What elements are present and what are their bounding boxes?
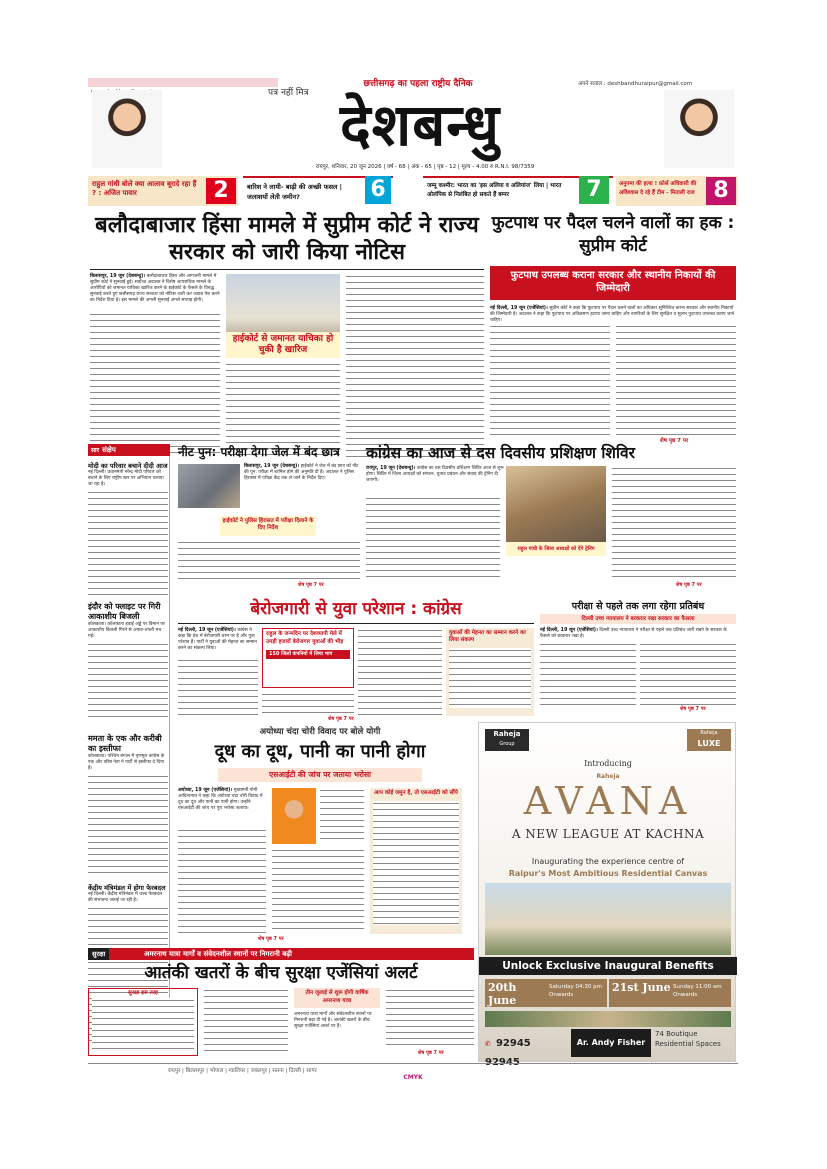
yogi-text-col-2	[272, 848, 364, 934]
jobs-quote-text	[449, 648, 531, 708]
ad-date-1	[485, 979, 607, 1007]
cmyk-mark: CMYK	[403, 1074, 423, 1081]
ad-phone[interactable]	[485, 1031, 567, 1068]
ad-residences-box	[655, 1029, 731, 1057]
lead-body: बलौदाबाजार हिंसा और आगजनी मामले में सुप्रीम कोर्ट ने सुनवाई हुई। सर्वोच्च अदालत ने विशेष आपराधिक मामले के आरोपियों को जमानत याचिका खारिज करने के हाईकोर्ट के फैसले के विरुद्ध सुनवाई करते हुए छत्तीसगढ़ राज्य सरकार को नोटिस जारी कर जवाब पेश करने का निर्देश दिया है। इस मामले की अगली सुनवाई अगले सप्ताह होगी।	[90, 274, 220, 304]
luxe-brand: Raheja	[700, 730, 718, 736]
yogi-box	[370, 788, 462, 934]
ad-unlock-bar	[479, 957, 737, 975]
exam-jump[interactable]: शेष पृष्ठ 7 पर	[680, 706, 706, 712]
dateline-bar	[235, 162, 615, 172]
security-story[interactable]	[88, 948, 474, 1060]
exam-story[interactable]	[540, 600, 736, 716]
jobs-text-col-1	[178, 658, 258, 716]
ad-architect-box	[571, 1029, 651, 1057]
brief-item-1[interactable]	[88, 462, 168, 600]
jobs-jump[interactable]: शेष पृष्ठ 7 पर	[328, 716, 354, 722]
security-tag: तीन जुलाई से शुरू होगी वार्षिक अमरनाथ यात्रा	[305, 990, 369, 1004]
security-box-title: सुरक्षा इस तरह	[128, 990, 158, 996]
ad-architect: Ar. Andy Fisher	[576, 1038, 646, 1047]
ad-brand-small: Raheja	[596, 773, 620, 780]
exam-subhead-box	[540, 614, 736, 624]
congress-jump[interactable]: शेष पृष्ठ 7 पर	[676, 582, 702, 588]
top-strip	[88, 78, 738, 88]
teaser-1-page: 2	[206, 178, 236, 204]
yogi-jump[interactable]: शेष पृष्ठ 7 पर	[258, 936, 284, 942]
security-headline: आतंकी खतरों के बीच सुरक्षा एजेंसियां अलर्ट	[144, 963, 418, 983]
raheja-logo	[485, 729, 529, 751]
teaser-4-page: 8	[706, 177, 736, 205]
security-body: अमरनाथ यात्रा मार्गों और संवेदनशील स्थानों पर निगरानी बढ़ा दी गई है। आतंकी खतरों के बीच सुरक्षा एजेंसियां अलर्ट पर हैं।	[294, 1012, 372, 1030]
neet-text	[178, 540, 360, 580]
yogi-text-col-1	[178, 828, 266, 934]
neet-body: हाईकोर्ट ने जेल में बंद छात्र को नीट की पुन: परीक्षा में शामिल होने की अनुमति दी है। अदालत ने पुलिस हिरासत में परीक्षा केंद्र तक ले जाने के निर्देश दिए।	[244, 464, 359, 482]
security-text-col-1	[204, 988, 288, 1056]
teaser-3[interactable]	[423, 176, 613, 206]
neet-story[interactable]	[178, 444, 360, 594]
raheja-brand: Raheja	[493, 730, 521, 738]
yogi-body: मुख्यमंत्री योगी आदित्यनाथ ने कहा कि अयोध्या चंदा चोरी विवाद में दूध का दूध और पानी का पानी होगा। उन्होंने एसआईटी की जांच पर पूरा भरोसा जताया।	[178, 788, 263, 812]
brief-item-4-body: नई दिल्ली। केंद्रीय मंत्रिमंडल में जल्द फेरबदल की संभावना जताई जा रही है।	[88, 892, 163, 904]
luxe-logo	[687, 729, 731, 751]
lead-headline: बलौदाबाजार हिंसा मामले में सुप्रीम कोर्ट ने राज्य सरकार को जारी किया नोटिस	[95, 213, 479, 265]
yogi-dateline: अयोध्या, 19 जून (एजेंसियां)।	[178, 788, 233, 793]
brief-item-4-head: केंद्रीय मंत्रिमंडल में होगा फेरबदल	[88, 884, 166, 892]
exam-dateline: नई दिल्ली, 19 जून (एजेंसियां)।	[540, 628, 598, 633]
lead-rule	[90, 269, 484, 270]
brief-item-3-text	[88, 774, 168, 874]
yogi-photo	[272, 788, 316, 844]
yogi-subhead: एसआईटी की जांच पर जताया भरोसा	[268, 770, 371, 779]
ad-tagline: A NEW LEAGUE AT KACHNA	[511, 827, 705, 841]
exam-text-col-1	[540, 642, 636, 706]
exam-lede	[540, 628, 736, 640]
teaser-4[interactable]	[616, 176, 738, 206]
tagline: छत्तीसगढ़ का पहला राष्ट्रीय दैनिक	[363, 79, 473, 89]
jobs-text-col-2	[262, 692, 354, 716]
teaser-1[interactable]	[88, 176, 238, 206]
yogi-headline: दूध का दूध, पानी का पानी होगा	[214, 741, 426, 762]
issue-dateline: रायपुर, शनिवार, 20 जून 2026 | वर्ष - 68 | अंक - 65 | पृष्ठ - 12 | मूल्य - 4.00 रु	[315, 164, 494, 170]
jobs-dateline: नई दिल्ली, 19 जून (एजेंसियां)।	[178, 628, 236, 633]
lead-photo-caption: हाईकोर्ट से जमानत याचिका हो चुकी है खारिज	[232, 334, 334, 355]
footpath-text-col-1	[490, 324, 610, 436]
footpath-story[interactable]	[490, 212, 736, 446]
congress-caption-box	[506, 542, 606, 556]
neet-photo	[178, 464, 240, 508]
teaser-4-text: अनुपमा की हत्या ! फ़ोर्स अधिकारी की अविश्वास दे रहे हैं टीम - मिताली राज	[619, 181, 697, 196]
teaser-3-text: जम्मू कश्मीर: भारत का 'इस अलिया व अलियांज' लिया | भारत ओलंपिक से निलंबित हो सकते हैं बम्पर	[427, 183, 562, 198]
exam-text-col-2	[640, 642, 736, 706]
brief-item-2-text	[88, 642, 168, 720]
site-strip	[88, 78, 278, 87]
motto: पत्र नहीं मित्र	[268, 88, 309, 98]
ad-unlock: Unlock Exclusive Inaugural Benefits	[502, 960, 714, 972]
security-lede	[294, 1012, 380, 1030]
security-kicker: अमरनाथ यात्रा मार्गों व संवेदनशील स्थानों पर निगरानी बढ़ी	[144, 950, 292, 958]
ad-inaug-line-2: Raipur's Most Ambitious Residential Canvas	[508, 869, 708, 878]
jobs-text-col-3	[358, 628, 442, 716]
footpath-text-col-2	[616, 324, 736, 436]
teaser-bar	[88, 176, 738, 206]
raheja-group: Group	[499, 741, 515, 747]
footpath-jump[interactable]: शेष पृष्ठ 7 पर	[660, 438, 689, 444]
congress-body: कांग्रेस का दस दिवसीय प्रशिक्षण शिविर आज से शुरू होगा। शिविर में जिला अध्यक्षों को संगठन, चुनाव प्रबंधन और संवाद की ट्रेनिंग दी जाएगी।	[366, 466, 504, 484]
ad-landscape-strip	[485, 1011, 731, 1027]
jobs-rule	[178, 623, 534, 624]
ad-project-name: AVANA	[523, 779, 693, 823]
yogi-text-col-3	[320, 788, 364, 844]
jobs-story[interactable]	[178, 598, 534, 724]
luxe-label: LUXE	[697, 739, 721, 748]
lead-photo-caption-box	[226, 332, 340, 358]
ad-date-2-day: 21st June	[612, 981, 671, 994]
footpath-lede	[490, 306, 736, 324]
teaser-2[interactable]	[243, 176, 393, 206]
brief-item-2-head: इंदौर को फ्लाइट पर गिरी आकाशीय बिजली	[88, 602, 161, 621]
yogi-box-title: आप कोई जमुन है, तो एसआईटी को सौंपे	[374, 790, 458, 796]
brief-item-3-body: कोलकाता। पश्चिम बंगाल में तृणमूल कांग्रेस के एक और वरिष्ठ नेता ने पार्टी से इस्तीफा दे दिया है।	[88, 754, 165, 772]
brief-item-1-head: मोदी का परिवार बचाने दीदी आज	[88, 462, 168, 470]
teaser-2-page: 6	[365, 176, 391, 204]
congress-story[interactable]	[366, 444, 736, 594]
teaser-2-text: बारिश ने लायी- बाढ़ी की अच्छी फसल | जलाशयों लेती जमीन?	[247, 183, 343, 201]
teaser-1-text: राहुल गांधी बोले क्या आलाव बूरादे रहा हैं ? : अजित पावार	[92, 180, 197, 197]
yogi-story[interactable]	[178, 726, 462, 946]
lead-col-1	[90, 274, 220, 304]
rni-number: R.N.I. 98/7359	[494, 164, 535, 170]
ad-date-2	[609, 979, 731, 1007]
brief-item-2[interactable]	[88, 602, 168, 720]
congress-photo	[506, 466, 606, 542]
congress-dateline: रायपुर, 19 जून (देशबन्धु)।	[366, 466, 416, 471]
footer-editions: रायपुर | बिलासपुर | भोपाल | ग्वालियर | जबलपुर | सतना | दिल्ली | सागर	[168, 1068, 317, 1074]
lead-text-col-1	[90, 312, 220, 458]
yogi-subhead-box	[218, 768, 422, 782]
security-text-col-2	[386, 988, 474, 1050]
teaser-3-page: 7	[579, 176, 609, 204]
neet-caption-box	[220, 516, 316, 536]
ad-date-1-day: 20th June	[488, 981, 517, 1007]
contact-email[interactable]: अपने सवाल : deshbandhuraipur@gmail.com	[578, 81, 693, 87]
exam-body: दिल्ली उच्च न्यायालय ने परीक्षा से पहले तक प्रतिबंध जारी रखने के सरकार के फैसले को बरकरार रखा है।	[540, 628, 727, 640]
footpath-subhead: फुटपाथ उपलब्ध कराना सरकार और स्थानीय निकायों की जिम्मेदारी	[510, 270, 716, 294]
footer	[88, 1063, 738, 1081]
brief-item-1-body: नई दिल्ली। प्रधानमंत्री नरेन्द्र मोदी परिवार को बचाने के लिए राष्ट्रीय स्तर पर अभियान चलाया जा रहा है।	[88, 470, 164, 488]
jobs-body: कांग्रेस ने कहा कि देश में बेरोजगारी चरम पर है और युवा परेशान हैं। पार्टी ने युवाओं की मेहनत का सम्मान करने का संकल्प लिया।	[178, 628, 257, 652]
ad-residences: 74 Boutique Residential Spaces	[655, 1030, 721, 1048]
newspaper-logo[interactable]: देशबन्धु	[339, 91, 501, 159]
ad-phone-number: 92945 92945	[485, 1038, 531, 1068]
neet-dateline: बिलासपुर, 19 जून (देशबन्धु)।	[244, 464, 300, 469]
brief-item-1-text	[88, 490, 168, 600]
congress-lede	[366, 466, 506, 484]
brief-item-3-head: ममता के एक और करीबी का इस्तीफा	[88, 734, 162, 753]
security-tag-box	[294, 988, 380, 1008]
ad-introducing: Introducing	[584, 759, 632, 768]
jobs-quote-title: युवाओं की मेहनत का सम्मान करने का लिया संकल्प	[449, 630, 526, 643]
security-box-text	[92, 998, 194, 1054]
yogi-lede	[178, 788, 266, 812]
brief-header	[88, 444, 170, 456]
neet-headline: नीट पुन: परीक्षा देगा जेल में बंद छात्र	[178, 445, 340, 459]
brief-title: संक्षेप	[102, 445, 116, 454]
neet-jump[interactable]: शेष पृष्ठ 7 पर	[298, 582, 324, 588]
neet-caption: हाईकोर्ट ने पुलिस हिरासत में परीक्षा दिलाने के दिए निर्देश	[222, 518, 314, 531]
exam-subhead: दिल्ली उच्च न्यायालय ने बरकरार रखा सरकार का फैसला	[581, 616, 695, 622]
security-label: सुरक्षा	[88, 948, 109, 960]
jobs-headline: बेरोजगारी से युवा परेशान : कांग्रेस	[250, 599, 462, 619]
yogi-kicker: अयोध्या चंदा चोरी विवाद पर बोले योगी	[259, 727, 381, 737]
jobs-quote-box	[446, 628, 534, 716]
ad-date-2-time: Sunday 11:00 am Onwards	[673, 984, 722, 998]
footpath-headline: फुटपाथ पर पैदल चलने वालों का हक : सुप्रीम कोर्ट	[491, 213, 735, 256]
congress-text-col-2	[612, 466, 736, 580]
security-jump[interactable]: शेष पृष्ठ 7 पर	[418, 1050, 444, 1056]
exam-headline: परीक्षा से पहले तक लगा रहेगा प्रतिबंध	[571, 601, 705, 612]
neet-lede	[244, 464, 360, 482]
ad-date-1-time: Saturday 04:30 pm Onwards	[549, 984, 602, 998]
lead-text-col-3	[346, 274, 484, 458]
lead-dateline: बिलासपुर, 19 जून (देशबन्धु)।	[90, 274, 146, 279]
brief-label: सार	[91, 447, 100, 454]
leader-photo-left	[92, 90, 162, 168]
security-kicker-bar	[88, 948, 474, 960]
footpath-dateline: नई दिल्ली, 19 जून (एजेंसियां)।	[490, 306, 548, 311]
jobs-pull-2: 150 जिलों कंपनियों में लिया भाग	[266, 650, 350, 659]
player-photo-right	[664, 90, 734, 168]
ad-building-render	[485, 883, 731, 955]
brief-item-2-body: कोलकाता। कोलकाता हवाई अड्डे पर विमान पर आकाशीय बिजली गिरने से अफरा-तफरी मच गई।	[88, 622, 165, 640]
yogi-box-text	[373, 801, 459, 925]
footpath-body: सुप्रीम कोर्ट ने कहा कि फुटपाथ पर पैदल चलने वालों का अधिकार सुनिश्चित करना सरकार और स्थानीय निकायों की जिम्मेदारी है। अदालत ने कहा कि फुटपाथ पर अतिक्रमण हटाया जाना चाहिए और नागरिकों के लिए सुरक्षित व सुलभ फुटपाथ उपलब्ध कराए जाने चाहिए।	[490, 306, 735, 324]
congress-text-col-1	[366, 496, 500, 580]
congress-caption: राहुल गांधी के जिला अध्यक्षों को देंगे ट्रेनिंग	[517, 546, 595, 552]
footpath-subhead-box	[490, 266, 736, 300]
congress-headline: कांग्रेस का आज से दस दिवसीय प्रशिक्षण शिविर	[366, 444, 635, 462]
lead-story[interactable]	[90, 212, 484, 482]
jobs-pull-1: राहुल के जन्मदिन पर देशव्यापी मेले में उमड़ी हजारों बेरोजगार युवाओं की भीड़	[266, 631, 344, 645]
raheja-avana-ad[interactable]	[478, 722, 736, 1068]
jobs-pull-box	[262, 628, 354, 688]
security-box	[88, 988, 198, 1056]
phone-icon: ✆	[485, 1040, 491, 1048]
ad-inaug-line-1: Inaugurating the experience centre of	[531, 857, 685, 866]
brief-item-3[interactable]	[88, 734, 168, 874]
jobs-lede	[178, 628, 258, 652]
